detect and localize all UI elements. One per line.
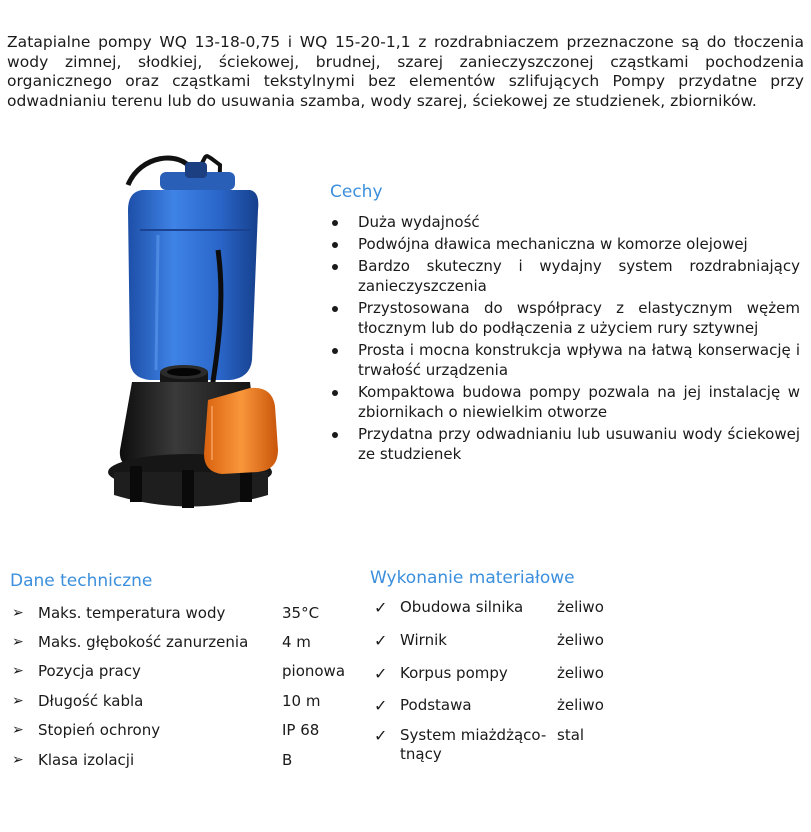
arrow-bullet-icon: ➢ (12, 752, 24, 768)
technical-data-heading: Dane techniczne (10, 571, 153, 591)
bullet-dot-icon (332, 348, 338, 354)
features-heading: Cechy (330, 182, 383, 202)
feature-item: Bardzo skuteczny i wydajny system rozdrabniający zanieczyszczenia (330, 256, 800, 296)
bullet-dot-icon (332, 306, 338, 312)
pump-image (100, 150, 290, 510)
checkmark-icon: ✓ (374, 726, 388, 745)
feature-item: Duża wydajność (330, 212, 800, 232)
feature-item: Kompaktowa budowa pompy pozwala na jej instalację w zbiornikach o niewielkim otworze (330, 382, 800, 422)
materials-heading: Wykonanie materiałowe (370, 568, 575, 588)
checkmark-icon: ✓ (374, 631, 388, 650)
bullet-dot-icon (332, 220, 338, 226)
feature-item: Podwójna dławica mechaniczna w komorze olejowej (330, 234, 800, 254)
checkmark-icon: ✓ (374, 598, 388, 617)
bullet-dot-icon (332, 432, 338, 438)
checkmark-icon: ✓ (374, 664, 388, 683)
bullet-dot-icon (332, 264, 338, 270)
bullet-dot-icon (332, 242, 338, 248)
arrow-bullet-icon: ➢ (12, 663, 24, 679)
feature-item: Przydatna przy odwadnianiu lub usuwaniu wody ściekowej ze studzienek (330, 424, 800, 464)
arrow-bullet-icon: ➢ (12, 605, 24, 621)
arrow-bullet-icon: ➢ (12, 693, 24, 709)
feature-item: Prosta i mocna konstrukcja wpływa na łatwą konserwację i trwałość urządzenia (330, 340, 800, 380)
feature-item: Przystosowana do współpracy z elastycznym wężem tłocznym lub do podłączenia z użyciem rury sztywnej (330, 298, 800, 338)
arrow-bullet-icon: ➢ (12, 634, 24, 650)
intro-paragraph: Zatapialne pompy WQ 13-18-0,75 i WQ 15-20-1,1 z rozdrabniaczem przeznaczone są do tłoczenia wody zimnej, słodkiej, ściekowej, brudnej, szarej zanieczyszczonej cząstkami pochodzenia organicznego oraz cząstkami tekstylnymi bez elementów szlifujących Pompy przydatne przy odwadnianiu terenu lub do usuwania szamba, wody szarej, ściekowej ze studzienek, zbiorników. (7, 33, 804, 110)
features-list (330, 212, 800, 466)
checkmark-icon: ✓ (374, 696, 388, 715)
bullet-dot-icon (332, 390, 338, 396)
arrow-bullet-icon: ➢ (12, 722, 24, 738)
